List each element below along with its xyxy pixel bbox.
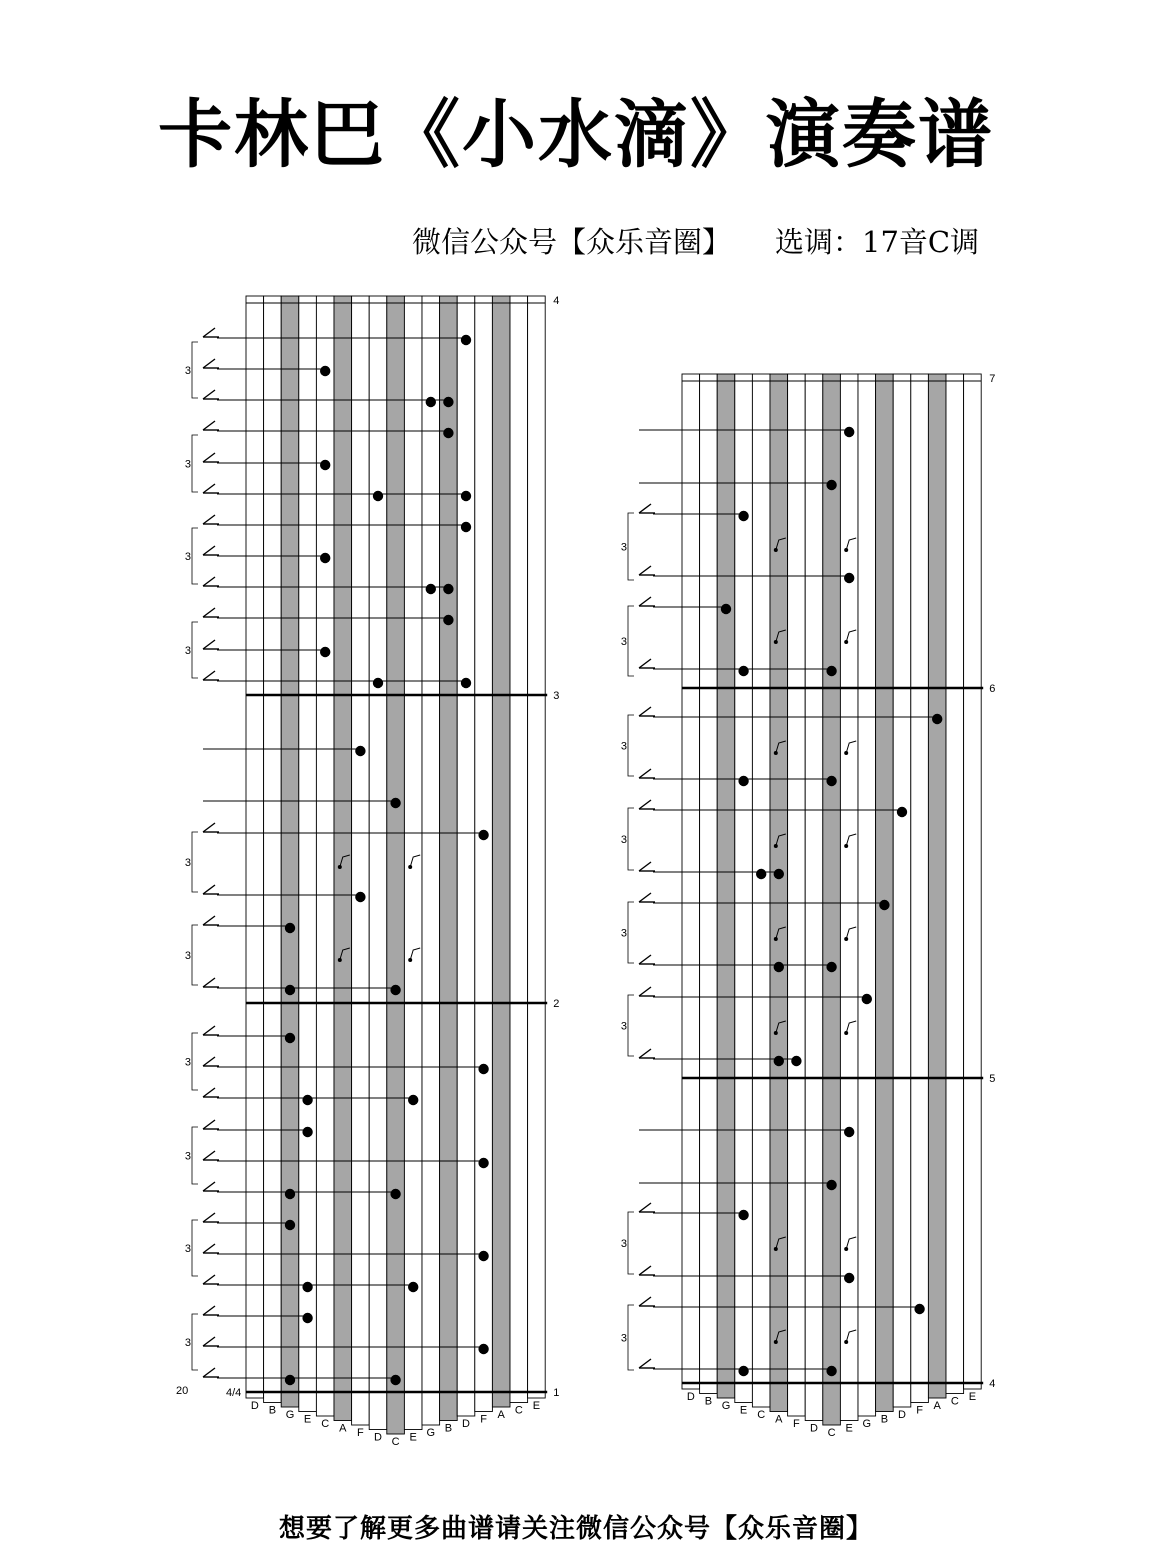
note-head (320, 366, 330, 376)
note-flag (203, 390, 215, 399)
note-flag (203, 1088, 215, 1097)
tine-8 (823, 374, 841, 1425)
note-head (285, 1033, 295, 1043)
note-head (738, 776, 748, 786)
account-name: 微信公众号【众乐音圈】 (412, 225, 732, 259)
note-flag (639, 1049, 651, 1058)
note-flag (203, 823, 215, 832)
note-flag (203, 421, 215, 430)
tine-label: C (827, 1427, 836, 1439)
bar-number: 7 (989, 373, 996, 385)
tine-label: D (374, 1431, 382, 1444)
note-head (738, 1366, 748, 1376)
note-head (285, 1220, 295, 1230)
note-flag (639, 707, 651, 716)
note-head (478, 1251, 488, 1261)
tine-label: E (968, 1391, 977, 1403)
note-head (461, 491, 471, 501)
note-head (390, 1189, 400, 1199)
triplet-label: 3 (620, 636, 627, 648)
triplet-label: 3 (184, 551, 191, 563)
note-flag (639, 1266, 651, 1275)
triplet-bracket (628, 1305, 634, 1370)
tine-9 (404, 296, 422, 1430)
note-flag (203, 1026, 215, 1035)
triplet-bracket (628, 808, 634, 870)
note-flag (203, 1120, 215, 1129)
note-head (373, 491, 383, 501)
tine-3 (735, 374, 753, 1403)
note-flag (639, 800, 651, 809)
tine-label: F (357, 1427, 364, 1439)
note-head (461, 522, 471, 532)
note-head (373, 678, 383, 688)
tine-7 (805, 374, 823, 1421)
note-flag (203, 1213, 215, 1222)
tine-10 (858, 374, 876, 1416)
tine-13 (911, 374, 929, 1403)
triplet-bracket (192, 622, 198, 678)
note-flag (639, 597, 651, 606)
tine-label: A (933, 1400, 941, 1412)
tine-0 (682, 374, 700, 1389)
tine-6 (788, 374, 806, 1416)
note-flag (203, 978, 215, 987)
tine-label: D (462, 1418, 470, 1430)
note-head (879, 900, 889, 910)
note-head (390, 985, 400, 995)
note-flag (639, 1203, 651, 1212)
tine-15 (510, 296, 528, 1403)
note-flag (203, 1368, 215, 1377)
note-head (932, 714, 942, 724)
note-flag (203, 515, 215, 524)
tine-label: E (409, 1431, 417, 1444)
note-head (426, 397, 436, 407)
note-head (844, 427, 854, 437)
tine-label: G (862, 1418, 872, 1430)
tine-2 (717, 374, 735, 1398)
tine-5 (770, 374, 788, 1412)
note-head (355, 892, 365, 902)
triplet-bracket (192, 1220, 198, 1276)
bar-number: 4 (553, 295, 560, 307)
tine-label: C (321, 1418, 330, 1430)
triplet-label: 3 (620, 1238, 627, 1250)
note-head (285, 1189, 295, 1199)
triplet-label: 3 (184, 1337, 191, 1349)
note-flag (203, 1151, 215, 1160)
triplet-bracket (192, 1033, 198, 1090)
note-head (302, 1127, 312, 1137)
note-head (826, 962, 836, 972)
triplet-bracket (628, 606, 634, 676)
time-signature: 4/4 (226, 1387, 242, 1399)
note-flag (639, 893, 651, 902)
note-flag (203, 1337, 215, 1346)
tine-9 (840, 374, 858, 1421)
tine-label: F (480, 1413, 487, 1426)
note-head (461, 678, 471, 688)
tine-6 (352, 296, 370, 1425)
tine-16 (964, 374, 982, 1389)
triplet-bracket (628, 995, 634, 1056)
note-head (285, 1375, 295, 1385)
triplet-label: 3 (184, 1150, 191, 1163)
note-head (478, 830, 488, 840)
note-flag (639, 987, 651, 996)
tine-label: B (704, 1395, 713, 1408)
bar-number: 2 (553, 998, 560, 1010)
tine-label: D (898, 1409, 906, 1421)
triplet-label: 3 (184, 645, 191, 657)
tine-label: G (721, 1400, 731, 1412)
triplet-label: 3 (620, 834, 627, 846)
tine-label: C (514, 1404, 523, 1417)
note-flag (203, 1057, 215, 1066)
note-head (443, 397, 453, 407)
note-head (390, 1375, 400, 1385)
note-head (721, 604, 731, 614)
note-flag (203, 640, 215, 649)
note-head (791, 1056, 801, 1066)
note-flag (203, 1306, 215, 1315)
note-flag (203, 608, 215, 617)
note-flag (639, 955, 651, 964)
triplet-bracket (628, 902, 634, 963)
note-head (478, 1064, 488, 1074)
note-flag (203, 484, 215, 493)
bar-number: 6 (989, 683, 996, 695)
triplet-label: 3 (620, 1332, 627, 1345)
bar-count-label: 20 (176, 1385, 189, 1397)
tine-label: A (497, 1409, 505, 1421)
note-head (285, 985, 295, 995)
note-head (844, 1273, 854, 1283)
triplet-label: 3 (184, 950, 191, 962)
note-head (390, 798, 400, 808)
note-head (738, 1210, 748, 1220)
bar-number: 5 (989, 1073, 996, 1085)
note-head (443, 615, 453, 625)
note-flag (203, 671, 215, 680)
triplet-bracket (628, 513, 634, 580)
note-flag (203, 453, 215, 462)
left-score-panel (170, 292, 570, 1452)
triplet-label: 3 (184, 365, 191, 377)
note-head (320, 647, 330, 657)
note-head (774, 962, 784, 972)
tine-1 (264, 296, 282, 1403)
triplet-bracket (192, 832, 198, 892)
tine-14 (492, 296, 510, 1407)
note-flag (639, 1359, 651, 1368)
note-head (862, 994, 872, 1004)
tine-label: E (739, 1404, 748, 1417)
key-selection: 选调：17音C调 (775, 225, 980, 259)
tine-label: F (793, 1418, 800, 1430)
note-head (302, 1282, 312, 1292)
note-flag (203, 1244, 215, 1253)
note-flag (639, 769, 651, 778)
subtitle (412, 225, 1112, 259)
triplet-bracket (192, 1314, 198, 1370)
tine-label: G (285, 1409, 295, 1421)
note-head (426, 584, 436, 594)
tine-8 (387, 296, 405, 1434)
tine-label: D (250, 1400, 259, 1412)
note-flag (639, 504, 651, 513)
triplet-label: 3 (184, 1056, 191, 1069)
triplet-bracket (192, 435, 198, 492)
page-title: 卡林巴《小水滴》演奏谱 (158, 92, 994, 178)
tine-4 (752, 374, 770, 1407)
triplet-label: 3 (620, 740, 627, 753)
tine-label: B (444, 1422, 453, 1435)
tine-label: E (845, 1422, 853, 1435)
tine-13 (475, 296, 493, 1412)
note-head (461, 335, 471, 345)
note-head (320, 460, 330, 470)
note-head (774, 1056, 784, 1066)
tine-16 (528, 296, 546, 1398)
tine-label: D (810, 1422, 818, 1435)
tine-label: C (391, 1436, 400, 1448)
tine-10 (422, 296, 440, 1425)
note-head (738, 666, 748, 676)
note-head (320, 553, 330, 563)
triplet-bracket (192, 925, 198, 985)
tine-11 (440, 296, 458, 1421)
tine-14 (928, 374, 946, 1398)
note-head (844, 573, 854, 583)
note-head (302, 1313, 312, 1323)
bar-number: 3 (553, 690, 560, 702)
note-head (408, 1282, 418, 1292)
tine-label: A (775, 1413, 783, 1426)
note-head (914, 1304, 924, 1314)
note-head (897, 807, 907, 817)
tine-1 (700, 374, 718, 1394)
note-head (302, 1095, 312, 1105)
note-flag (203, 359, 215, 368)
bar-number: 1 (553, 1387, 560, 1399)
triplet-label: 3 (620, 1020, 627, 1033)
tine-12 (457, 296, 475, 1416)
note-head (443, 584, 453, 594)
tine-11 (876, 374, 894, 1412)
triplet-bracket (192, 528, 198, 584)
note-flag (203, 885, 215, 894)
note-head (355, 746, 365, 756)
triplet-label: 3 (184, 857, 191, 869)
tine-label: E (303, 1413, 312, 1426)
note-head (478, 1344, 488, 1354)
note-head (285, 923, 295, 933)
note-flag (639, 862, 651, 871)
note-flag (203, 546, 215, 555)
triplet-label: 3 (620, 541, 627, 554)
tine-label: B (880, 1413, 889, 1426)
tine-7 (369, 296, 387, 1430)
triplet-label: 3 (620, 927, 627, 940)
note-flag (639, 1297, 651, 1306)
tine-12 (893, 374, 911, 1407)
note-flag (203, 1182, 215, 1191)
note-flag (639, 566, 651, 575)
note-head (738, 511, 748, 521)
bar-number: 4 (989, 1378, 996, 1390)
note-head (826, 1180, 836, 1190)
tine-15 (946, 374, 964, 1394)
note-head (826, 480, 836, 490)
footer-note: 想要了解更多曲谱请关注微信公众号【众乐音圈】 (278, 1514, 873, 1544)
triplet-bracket (192, 1127, 198, 1184)
tine-label: C (950, 1395, 959, 1408)
triplet-label: 3 (184, 458, 191, 471)
tine-0 (246, 296, 264, 1398)
tine-label: A (339, 1422, 347, 1435)
note-flag (203, 916, 215, 925)
note-head (756, 869, 766, 879)
tine-label: F (916, 1404, 923, 1417)
tine-label: E (532, 1400, 541, 1412)
tine-label: B (268, 1404, 277, 1417)
note-head (844, 1127, 854, 1137)
note-flag (203, 328, 215, 337)
note-flag (203, 577, 215, 586)
note-flag (203, 1275, 215, 1284)
note-head (443, 428, 453, 438)
right-score-panel (622, 370, 1022, 1452)
tine-label: G (426, 1427, 436, 1439)
tine-label: C (757, 1409, 766, 1421)
tine-label: D (686, 1391, 695, 1403)
triplet-bracket (628, 715, 634, 776)
note-head (774, 869, 784, 879)
triplet-bracket (192, 342, 198, 398)
triplet-bracket (628, 1212, 634, 1274)
note-head (408, 1095, 418, 1105)
triplet-label: 3 (184, 1243, 191, 1255)
note-head (826, 666, 836, 676)
note-head (826, 776, 836, 786)
note-flag (639, 659, 651, 668)
note-head (478, 1158, 488, 1168)
note-head (826, 1366, 836, 1376)
